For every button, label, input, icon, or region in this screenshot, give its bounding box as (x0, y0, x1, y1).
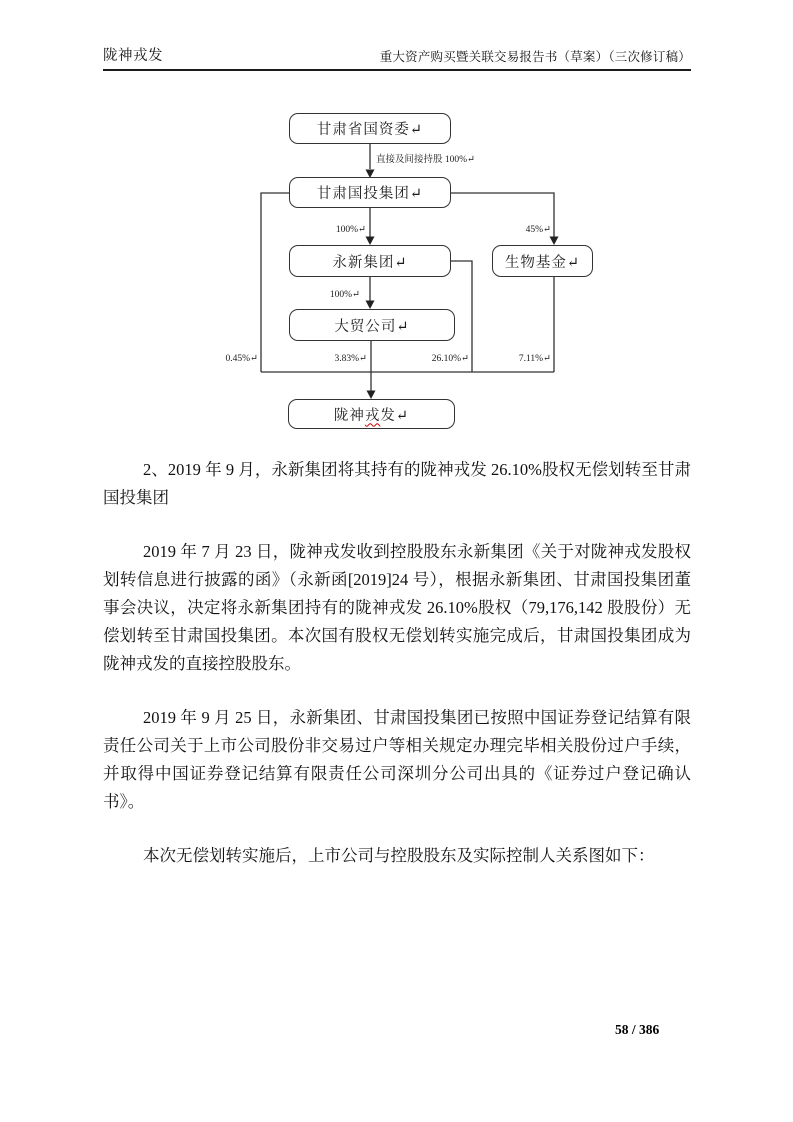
edge-label-yongxin-damao: 100%↵ (329, 290, 360, 300)
section-heading: 2、2019 年 9 月，永新集团将其持有的陇神戎发 26.10%股权无偿划转至甘肃国投集团 (103, 460, 691, 507)
org-box-damao-company (289, 309, 455, 341)
org-box-gansu-sasac (289, 113, 451, 144)
arrowhead-into-longshen (367, 391, 376, 400)
edge-label-guotou-biofund: 45%↵ (525, 225, 551, 235)
paragraph-registration: 2019 年 9 月 25 日，永新集团、甘肃国投集团已按照中国证券登记结算有限责任公司关于上市公司股份非交易过户等相关规定办理完毕相关股份过户手续，并取得中国证券登记结算有限责任公司深圳分公司出具的《证券过户登记确认书》。 (103, 708, 691, 811)
org-box-gansu-sasac-label: 甘肃省国资委↵ (316, 122, 424, 138)
org-box-damao-company-label: 大贸公司↵ (334, 318, 410, 335)
edge-label-yongxin-longshen: 26.10%↵ (431, 354, 469, 364)
arrowhead-into-biofund (550, 237, 559, 246)
arrowhead-into-damao (366, 301, 375, 310)
paragraph-after-transfer: 本次无偿划转实施后，上市公司与控股股东及实际控制人关系图如下： (143, 846, 655, 865)
edge-label-biofund-longshen: 7.11%↵ (518, 354, 551, 364)
org-box-yongxin-group-label: 永新集团↵ (332, 254, 408, 271)
org-box-yongxin-group (289, 245, 451, 277)
shareholding-structure-chart (0, 0, 793, 460)
org-box-longshen-rongfa-label (334, 404, 409, 425)
header-report-title: 重大资产购买暨关联交易报告书（草案）（三次修订稿） (379, 50, 691, 64)
paragraph-transfer-letter: 2019 年 7 月 23 日，陇神戎发收到控股股东永新集团《关于对陇神戎发股权划转信息进行披露的函》（永新函[2019]24 号），根据永新集团、甘肃国投集团董事会决议，决定将永新集团持有的陇神戎发 26.10%股权（79,176,142 股股份）无偿划转至甘肃国投集团。本次国有股权无偿划转实施完成后，甘肃国投集团成为陇神戎发的直接控股股东。 (103, 542, 691, 673)
page-number: 58 / 386 (615, 1022, 660, 1037)
org-box-longshen-rongfa (288, 399, 455, 429)
connector-guotou-longshen (261, 193, 289, 372)
header-company-short-name: 陇神戎发 (103, 48, 163, 64)
edge-label-direct-indirect: 直接及间接持股 100%↵ (376, 155, 475, 165)
longshen-label-pre: 陇神 (333, 407, 365, 424)
body-content (103, 456, 691, 896)
longshen-label-spellcheck-wavy: 戎 (364, 407, 381, 424)
org-box-gansu-guotou-group (289, 177, 451, 208)
longshen-label-post: 发↵ (380, 407, 410, 424)
org-box-bio-fund-label: 生物基金↵ (504, 254, 581, 271)
edge-label-guotou-yongxin: 100%↵ (335, 225, 366, 235)
org-box-gansu-guotou-group-label: 甘肃国投集团↵ (316, 186, 424, 202)
org-chart-connectors (0, 0, 793, 460)
edge-label-damao-longshen: 3.83%↵ (334, 354, 367, 364)
arrowhead-into-yongxin (366, 237, 375, 246)
org-box-bio-fund (492, 245, 593, 277)
edge-label-guotou-longshen: 0.45%↵ (225, 354, 258, 364)
